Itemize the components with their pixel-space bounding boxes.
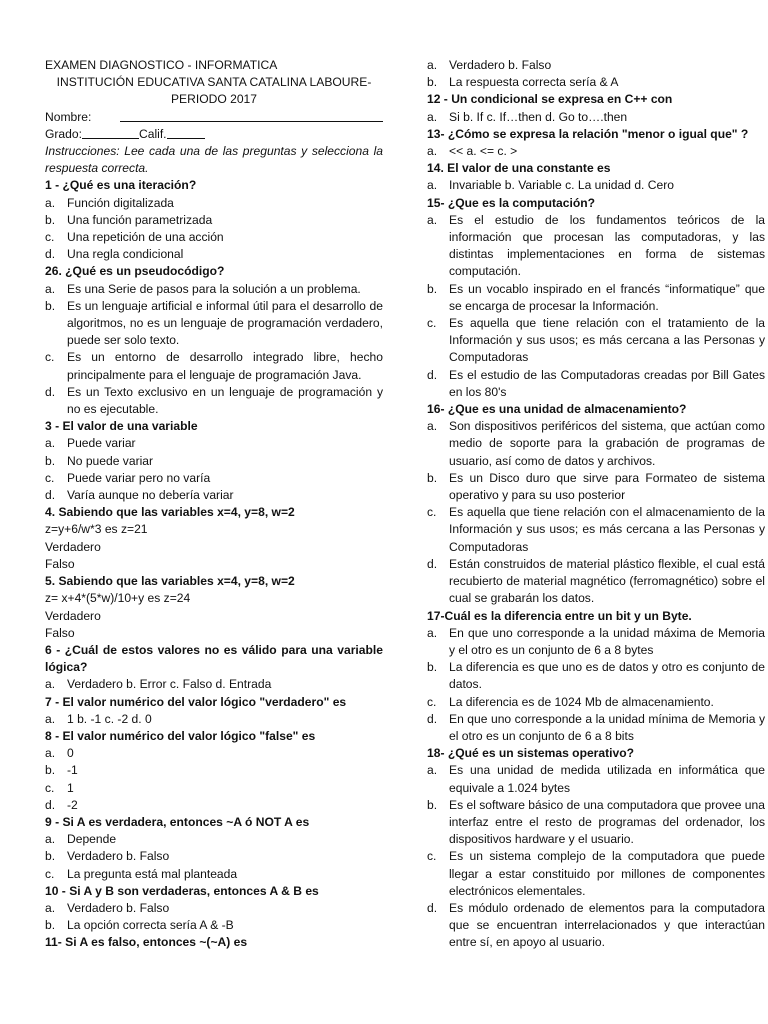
option-letter: d. (427, 367, 438, 382)
answer-option[interactable] (45, 917, 383, 934)
option-false[interactable]: Falso (45, 625, 75, 640)
answer-option[interactable] (45, 848, 383, 865)
option-text: La opción correcta sería A & -B (67, 918, 234, 933)
answer-option[interactable] (45, 780, 383, 797)
right-column (427, 57, 765, 952)
option-text: Puede variar pero no varía (67, 470, 211, 485)
option-letter: b. (45, 849, 56, 864)
answer-option[interactable] (427, 625, 765, 659)
option-text: Es aquella que tiene relación con el almacenamiento de la Información y sus usos; es más cercana a las Personas y Computadoras (449, 505, 765, 554)
option-letter: b. (45, 212, 56, 227)
option-text: Es un Texto exclusivo en un lenguaje de programación y no es ejecutable. (67, 384, 383, 417)
answer-option[interactable] (45, 797, 383, 814)
option-text: Es una Serie de pasos para la solución a un problema. (67, 281, 361, 296)
option-text: Es el estudio de los fundamentos teóricos de la información que procesan las computadoras, y las distintas implementaciones en forma de sistemas computación. (449, 212, 765, 279)
question-block (45, 883, 383, 935)
period-label: PERIODO 2017 (170, 92, 258, 107)
option-text: 0 (67, 746, 74, 761)
option-letter: d. (45, 247, 56, 262)
question-block (427, 126, 765, 160)
option-letter: c. (45, 866, 55, 881)
option-letter: a. (427, 58, 438, 72)
question-text: 10 - Si A y B son verdaderas, entonces A & B es (45, 883, 319, 898)
option-text: Es un vocablo inspirado en el francés “informatique” que se encarga de procesar la Información. (449, 281, 765, 313)
option-letter: a. (45, 746, 56, 761)
option-text: Varía aunque no debería variar (67, 488, 234, 503)
option-letter: b. (45, 453, 56, 468)
question-block (45, 814, 383, 883)
answer-option[interactable] (427, 212, 765, 281)
exam-title: EXAMEN DIAGNOSTICO - INFORMATICA (45, 58, 278, 72)
answer-option[interactable] (427, 711, 765, 745)
answer-option[interactable] (427, 367, 765, 401)
option-letter: a. (45, 195, 56, 210)
option-text: 1 b. -1 c. -2 d. 0 (67, 711, 152, 726)
option-letter: c. (45, 470, 55, 485)
option-letter: c. (427, 694, 437, 709)
option-true[interactable]: Verdadero (45, 539, 101, 554)
answer-option[interactable] (427, 762, 765, 796)
answer-option[interactable] (427, 797, 765, 849)
question-block (45, 418, 383, 504)
question-text: 9 - Si A es verdadera, entonces ~A ó NOT A es (45, 814, 310, 829)
answer-option[interactable] (427, 694, 765, 711)
question-text: 18- ¿Qué es un sistemas operativo? (427, 746, 635, 761)
option-letter: d. (427, 711, 438, 726)
option-text: Es el software básico de una computadora que provee una interfaz entre el resto de programas del ordenador, los dispositivos hardware y el usuario. (449, 797, 765, 847)
option-letter: b. (427, 75, 438, 90)
option-text: Es el estudio de las Computadoras creadas por Bill Gates en los 80's (449, 367, 765, 399)
question-text: 26. ¿Qué es un pseudocódigo? (45, 264, 225, 279)
option-letter: c. (427, 849, 437, 864)
option-letter: a. (45, 711, 56, 726)
answer-option[interactable] (427, 177, 765, 194)
option-text: Invariable b. Variable c. La unidad d. Cero (449, 178, 674, 193)
question-block (45, 177, 383, 263)
answer-option[interactable] (45, 298, 383, 350)
question-block (427, 745, 765, 951)
grade-label: Grado: (45, 126, 82, 141)
answer-option[interactable] (45, 435, 383, 452)
answer-option[interactable] (427, 504, 765, 556)
option-false[interactable]: Falso (45, 556, 75, 571)
answer-option[interactable] (45, 711, 383, 728)
answer-option[interactable] (427, 556, 765, 608)
question-text: 3 - El valor de una variable (45, 419, 198, 434)
question-block (45, 263, 383, 418)
option-letter: a. (45, 281, 56, 296)
option-text: Si b. If c. If…then d. Go to….then (449, 109, 628, 124)
answer-option[interactable] (45, 676, 383, 693)
option-letter: b. (45, 298, 56, 313)
option-letter: a. (427, 109, 438, 124)
answer-option[interactable] (427, 315, 765, 367)
answer-option[interactable] (45, 384, 383, 418)
question-text: 15- ¿Que es la computación? (427, 195, 596, 210)
option-text: Es módulo ordenado de elementos para la computadora que se encuentran interrelacionados y que interactúan entre sí, en apoyo al usuario. (449, 900, 765, 950)
option-letter: b. (427, 797, 438, 812)
option-letter: a. (427, 144, 438, 159)
calif-label: Calif. (138, 126, 167, 141)
expression: z=y+6/w*3 es z=21 (45, 522, 148, 537)
options-block (427, 57, 765, 91)
calif-blank[interactable] (167, 126, 205, 139)
answer-option[interactable] (45, 745, 383, 762)
name-label: Nombre: (45, 109, 92, 124)
answer-option[interactable] (427, 57, 765, 74)
answer-option[interactable] (427, 470, 765, 504)
option-text: -2 (67, 797, 78, 812)
option-text: Verdadero b. Falso (67, 849, 170, 864)
option-letter: d. (45, 384, 56, 399)
answer-option[interactable] (45, 470, 383, 487)
question-text: 7 - El valor numérico del valor lógico "verdadero" es (45, 694, 347, 709)
option-letter: d. (427, 556, 438, 571)
question-block (427, 608, 765, 746)
option-text: Son dispositivos periféricos del sistema, que actúan como medio de soporte para la grabación de programas de usuario, así como de datos y archivos. (449, 419, 765, 468)
answer-option[interactable] (45, 246, 383, 263)
question-text: 16- ¿Que es una unidad de almacenamiento? (427, 402, 687, 417)
option-text: << a. <= c. > (449, 144, 518, 159)
option-text: No puede variar (67, 453, 154, 468)
question-block (427, 195, 765, 401)
option-letter: d. (45, 797, 56, 812)
name-blank[interactable] (120, 109, 383, 122)
expression: z= x+4*(5*w)/10+y es z=24 (45, 591, 191, 606)
option-text: La pregunta está mal planteada (67, 866, 238, 881)
grade-field-row (45, 126, 383, 143)
option-letter: a. (427, 625, 438, 640)
option-letter: a. (427, 212, 438, 227)
question-text: 5. Sabiendo que las variables x=4, y=8, w=2 (45, 574, 295, 589)
option-text: En que uno corresponde a la unidad máxima de Memoria y el otro es un conjunto de 6 a 8 bytes (449, 625, 765, 657)
answer-option[interactable] (45, 762, 383, 779)
option-text: Es un lenguaje artificial e informal útil para el desarrollo de algoritmos, no es un lenguaje de programación verdadero, puede ser solo texto. (67, 298, 383, 348)
option-letter: d. (45, 488, 56, 503)
answer-option[interactable] (427, 848, 765, 900)
question-block (427, 401, 765, 607)
option-text: Es aquella que tiene relación con el tratamiento de la Información y sus usos; es más cercana a las Personas y Computadoras (449, 316, 765, 365)
option-letter: b. (427, 470, 438, 485)
option-text: Una repetición de una acción (67, 230, 224, 245)
option-letter: c. (427, 505, 437, 520)
option-letter: d. (427, 900, 438, 915)
option-text: Depende (67, 832, 117, 847)
answer-option[interactable] (427, 900, 765, 952)
question-text: 11- Si A es falso, entonces ~(~A) es (45, 935, 248, 950)
answer-option[interactable] (45, 349, 383, 383)
answer-option[interactable] (427, 143, 765, 160)
option-text: Es un Disco duro que sirve para Formateo de sistema operativo y para su uso posterior (449, 470, 765, 503)
question-text: 14. El valor de una constante es (427, 161, 611, 176)
option-text: Puede variar (67, 436, 136, 451)
option-letter: a. (427, 419, 438, 434)
option-letter: a. (45, 900, 56, 915)
option-text: Están construidos de material plástico flexible, el cual está recubierto de material magnético (ferromagnético) sobre el cual se grabarán los datos. (449, 556, 765, 606)
answer-option[interactable] (427, 418, 765, 470)
answer-option[interactable] (45, 487, 383, 504)
option-text: Es una unidad de medida utilizada en informática que equivale a 1.024 bytes (449, 763, 765, 795)
option-letter: a. (427, 763, 438, 778)
option-text: 1 (67, 780, 74, 795)
option-text: Función digitalizada (67, 195, 174, 210)
option-letter: b. (427, 281, 438, 296)
answer-option[interactable] (427, 659, 765, 693)
answer-option[interactable] (45, 866, 383, 883)
option-letter: c. (45, 350, 55, 365)
option-text: Verdadero b. Falso (449, 58, 552, 72)
answer-option[interactable] (45, 229, 383, 246)
answer-option[interactable] (45, 831, 383, 848)
answer-option[interactable] (427, 281, 765, 315)
question-block (427, 91, 765, 125)
option-text: Es un entorno de desarrollo integrado libre, hecho principalmente para el lenguaje de programación Java. (67, 350, 383, 382)
option-text: Verdadero b. Falso (67, 900, 170, 915)
question-text: 17-Cuál es la diferencia entre un bit y un Byte. (427, 608, 692, 623)
option-text: Una función parametrizada (67, 212, 213, 227)
question-text: 1 - ¿Qué es una iteración? (45, 178, 197, 193)
answer-option[interactable] (45, 195, 383, 212)
option-letter: a. (45, 436, 56, 451)
answer-option[interactable] (45, 900, 383, 917)
option-letter: c. (45, 780, 55, 795)
question-text: 4. Sabiendo que las variables x=4, y=8, w=2 (45, 505, 295, 520)
option-text: Una regla condicional (67, 247, 184, 262)
option-letter: c. (45, 230, 55, 245)
option-letter: a. (45, 832, 56, 847)
option-text: En que uno corresponde a la unidad mínima de Memoria y el otro es un conjunto de 6 a 8 bits (449, 711, 765, 743)
question-text: 13- ¿Cómo se expresa la relación "menor o igual que" ? (427, 126, 749, 141)
option-text: -1 (67, 763, 78, 778)
grade-blank[interactable] (82, 126, 139, 139)
question-block (427, 160, 765, 194)
option-true[interactable]: Verdadero (45, 608, 101, 623)
option-text: Es un sistema complejo de la computadora que puede llegar a estar constituido por millones de componentes electrónicos elementales. (449, 849, 765, 898)
option-text: La diferencia es que uno es de datos y otro es conjunto de datos. (449, 660, 765, 692)
question-text: 8 - El valor numérico del valor lógico "false" es (45, 728, 316, 743)
question-block (45, 642, 383, 694)
answer-option[interactable] (427, 74, 765, 91)
question-block (45, 694, 383, 728)
answer-option[interactable] (45, 212, 383, 229)
institution-name: INSTITUCIÓN EDUCATIVA SANTA CATALINA LABOURE- (56, 75, 372, 90)
option-letter: a. (427, 178, 438, 193)
option-letter: b. (45, 763, 56, 778)
option-letter: c. (427, 316, 437, 331)
question-text: 6 - ¿Cuál de estos valores no es válido para una variable lógica? (45, 642, 383, 675)
question-block (45, 728, 383, 814)
option-text: Verdadero b. Error c. Falso d. Entrada (67, 677, 272, 692)
question-text: 12 - Un condicional se expresa en C++ con (427, 92, 673, 107)
option-letter: b. (427, 660, 438, 675)
option-letter: b. (45, 918, 56, 933)
name-field-row (45, 109, 383, 126)
answer-option[interactable] (45, 453, 383, 470)
option-letter: a. (45, 677, 56, 692)
left-column (45, 57, 383, 952)
answer-option[interactable] (427, 109, 765, 126)
instructions: Instrucciones: Lee cada una de las preguntas y selecciona la respuesta correcta. (45, 144, 383, 176)
answer-option[interactable] (45, 281, 383, 298)
option-text: La diferencia es de 1024 Mb de almacenamiento. (449, 694, 714, 709)
option-text: La respuesta correcta sería & A (449, 75, 619, 90)
